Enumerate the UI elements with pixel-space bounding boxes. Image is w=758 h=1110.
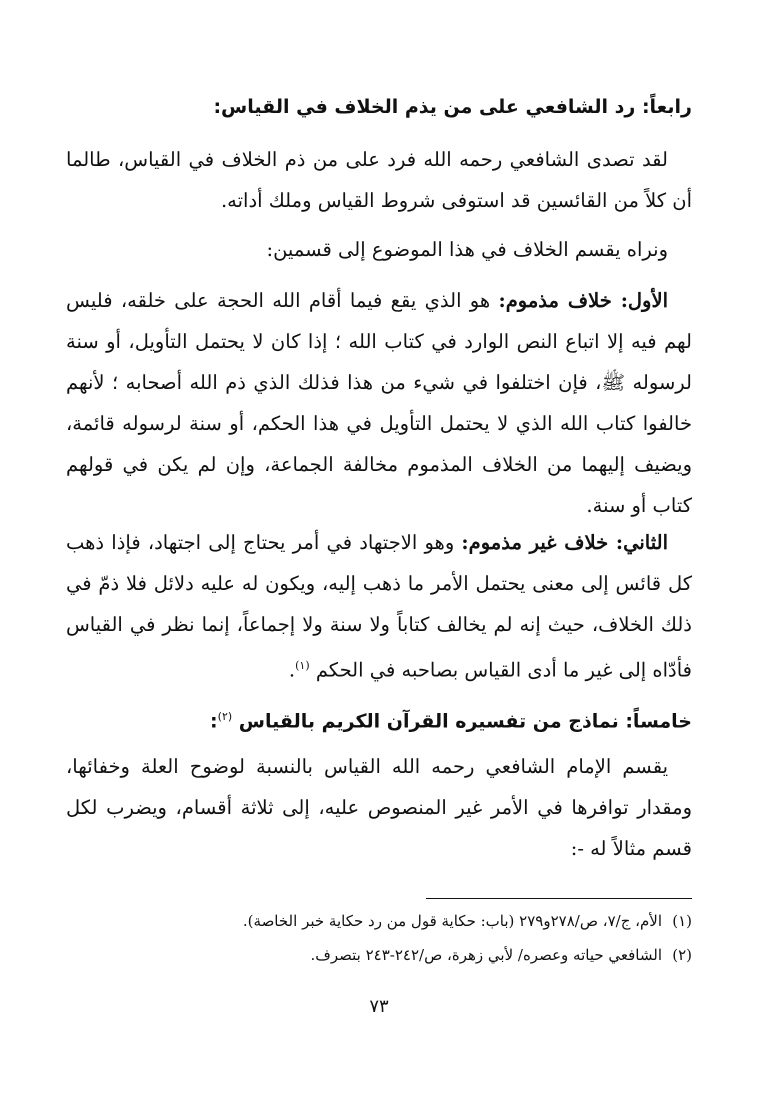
second-type-label: الثاني: خلاف غير مذموم:: [461, 531, 668, 554]
second-type-text: وهو الاجتهاد في أمر يحتاج إلى اجتهاد، فإذا ذهب كل قائس إلى معنى يحتمل الأمر ما ذهب إليه، ويكون له عليه دلائل فلا ذمّ في ذلك الخلاف، حيث إنه لم يخالف كتاباً ولا سنة ولا إجماعاً، إنما نظر في القياس فأدّاه إلى غير ما أدى القياس بصاحبه في الحكم: [66, 531, 692, 682]
page-number: ٧٣: [369, 996, 389, 1017]
second-type-end: .: [288, 658, 296, 682]
footnote-2: [66, 942, 692, 968]
footnote-2-number: (٢): [672, 946, 692, 964]
footnote-1-text: الأم، ج/٧، ص/٢٧٨و٢٧٩ (باب: حكاية قول من رد حكاية خبر الخاصة).: [242, 912, 662, 930]
paragraph-division-text: ونراه يقسم الخلاف في هذا الموضوع إلى قسمين:: [266, 238, 668, 261]
paragraph-second-type: [66, 522, 692, 691]
paragraph-analogy-types-text: يقسم الإمام الشافعي رحمه الله القياس بالنسبة لوضوح العلة وخفائها، ومقدار توافرها في الأمر غير المنصوص عليه، إلى ثلاثة أقسام، ويضرب لكل قسم مثالاً له -:: [66, 755, 692, 860]
paragraph-analogy-types: [66, 746, 692, 869]
first-type-text: هو الذي يقع فيما أقام الله الحجة على خلقه، فليس لهم فيه إلا اتباع النص الوارد في كتاب الله ؛ إذا كان لا يحتمل التأويل، أو سنة لرسوله ﷺ، فإن اختلفوا في شيء من هذا فذلك الذي ذم الله أصحابه ؛ لأنهم خالفوا كتاب الله الذي لا يحتمل التأويل في هذا الحكم، أو سنة لرسوله قائمة، ويضيف إليهما من الخلاف المذموم مخالفة الجماعة، وإن لم يكن في قولهم كتاب أو سنة.: [66, 289, 692, 517]
section-heading-fifth-text: خامساً: نماذج من تفسيره القرآن الكريم بالقياس: [238, 710, 692, 733]
section-heading-fifth: [66, 702, 692, 736]
footnote-2-text: الشافعي حياته وعصره/ لأبي زهرة، ص/٢٤٢-٢٤٣ بتصرف.: [310, 946, 662, 964]
paragraph-division: [66, 229, 692, 270]
footnote-ref-1: (١): [295, 659, 310, 672]
section-heading-fifth-end: :: [210, 710, 218, 733]
footnote-1-number: (١): [672, 912, 692, 930]
first-type-label: الأول: خلاف مذموم:: [498, 289, 669, 312]
paragraph-intro-text: لقد تصدى الشافعي رحمه الله فرد على من ذم الخلاف في القياس، طالما أن كلاً من القائسين قد استوفى شروط القياس وملك أداته.: [66, 148, 692, 212]
paragraph-first-type: [66, 280, 692, 526]
footnote-separator: [426, 898, 692, 899]
section-heading-fourth: رابعاً: رد الشافعي على من يذم الخلاف في القياس:: [213, 96, 692, 118]
footnote-ref-2: (٢): [217, 710, 233, 723]
footnote-1: [66, 908, 692, 934]
paragraph-intro: [66, 139, 692, 221]
